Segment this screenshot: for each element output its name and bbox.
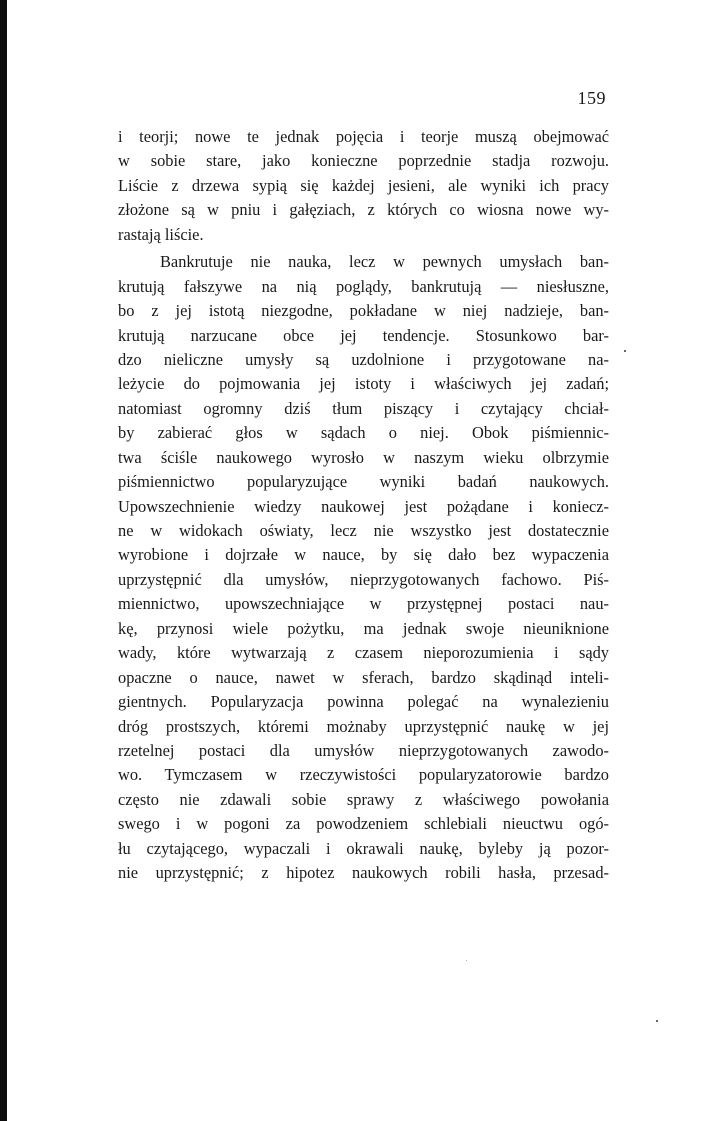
text-line: piśmiennictwo popularyzujące wyniki badań naukowych. <box>118 472 609 492</box>
paragraph-2 <box>118 250 609 885</box>
text-line: łu czytającego, wypaczali i okrawali naukę, byleby ją pozor- <box>118 838 609 858</box>
text-line: kę, przynosi wiele pożytku, ma jednak swoje nieuniknione <box>118 618 609 638</box>
text-line: ne w widokach oświaty, lecz nie wszystko jest dostatecznie <box>118 521 609 540</box>
text-line: wo. Tymczasem w rzeczywistości popularyzatorowie bardzo <box>118 765 609 785</box>
text-line: często nie zdawali sobie sprawy z właściwego powołania <box>118 789 609 809</box>
text-line: nie uprzystępnić; z hipotez naukowych robili hasła, przesad- <box>118 863 609 883</box>
scan-speck <box>656 1020 658 1022</box>
page-number: 159 <box>577 88 606 108</box>
text-line: dzo nieliczne umysły są uzdolnione i przygotowane na- <box>118 349 609 369</box>
text-line: krutują fałszywe na nią poglądy, bankrutują — niesłuszne, <box>118 276 609 296</box>
text-line: twa ściśle naukowego wyrosło w naszym wieku olbrzymie <box>118 447 609 467</box>
text-line: swego i w pogoni za powodzeniem schlebiali nieuctwu ogó- <box>118 814 609 834</box>
text-line: uprzystępnić dla umysłów, nieprzygotowanych fachowo. Piś- <box>118 569 609 589</box>
text-line: wyrobione i dojrzałe w nauce, by się dało bez wypaczenia <box>118 545 609 565</box>
text-line: miennictwo, upowszechniające w przystępnej postaci nau- <box>118 594 609 614</box>
text-line: gientnych. Popularyzacja powinna polegać na wynalezieniu <box>118 692 609 712</box>
text-line: rastają liście. <box>118 224 204 244</box>
text-line: krutują narzucane obce jej tendencje. Stosunkowo bar- <box>118 325 609 345</box>
text-line: i teorji; nowe te jednak pojęcia i teorje muszą obejmować <box>118 127 609 146</box>
text-line: leżycie do pojmowania jej istoty i właściwych jej zadań; <box>118 374 609 394</box>
text-line: natomiast ogromny dziś tłum piszący i czytający chciał- <box>118 398 609 418</box>
scan-speck <box>624 350 626 352</box>
text-line: złożone są w pniu i gałęziach, z których co wiosna nowe wy- <box>118 200 609 220</box>
scan-edge-shadow <box>0 0 7 1121</box>
text-line: bo z jej istotą niezgodne, pokładane w niej nadzieje, ban- <box>118 301 609 321</box>
text-line: Liście z drzewa sypią się każdej jesieni, ale wyniki ich pracy <box>118 175 609 195</box>
text-line: wady, które wytwarzają z czasem nieporozumienia i sądy <box>118 643 609 663</box>
text-line: opaczne o nauce, nawet w sferach, bardzo skądinąd inteli- <box>118 667 609 687</box>
scan-speck <box>466 960 467 961</box>
paragraph-1 <box>118 125 609 247</box>
text-line: w sobie stare, jako konieczne poprzednie stadja rozwoju. <box>118 151 609 171</box>
text-line: by zabierać głos w sądach o niej. Obok piśmiennic- <box>118 423 609 443</box>
body-text <box>118 125 609 886</box>
text-line: Upowszechnienie wiedzy naukowej jest pożądane i koniecz- <box>118 496 609 516</box>
text-line: Bankrutuje nie nauka, lecz w pewnych umysłach ban- <box>160 252 609 272</box>
text-line: dróg prostszych, któremi możnaby uprzystępnić naukę w jej <box>118 716 609 736</box>
text-line: rzetelnej postaci dla umysłów nieprzygotowanych zawodo- <box>118 740 609 760</box>
